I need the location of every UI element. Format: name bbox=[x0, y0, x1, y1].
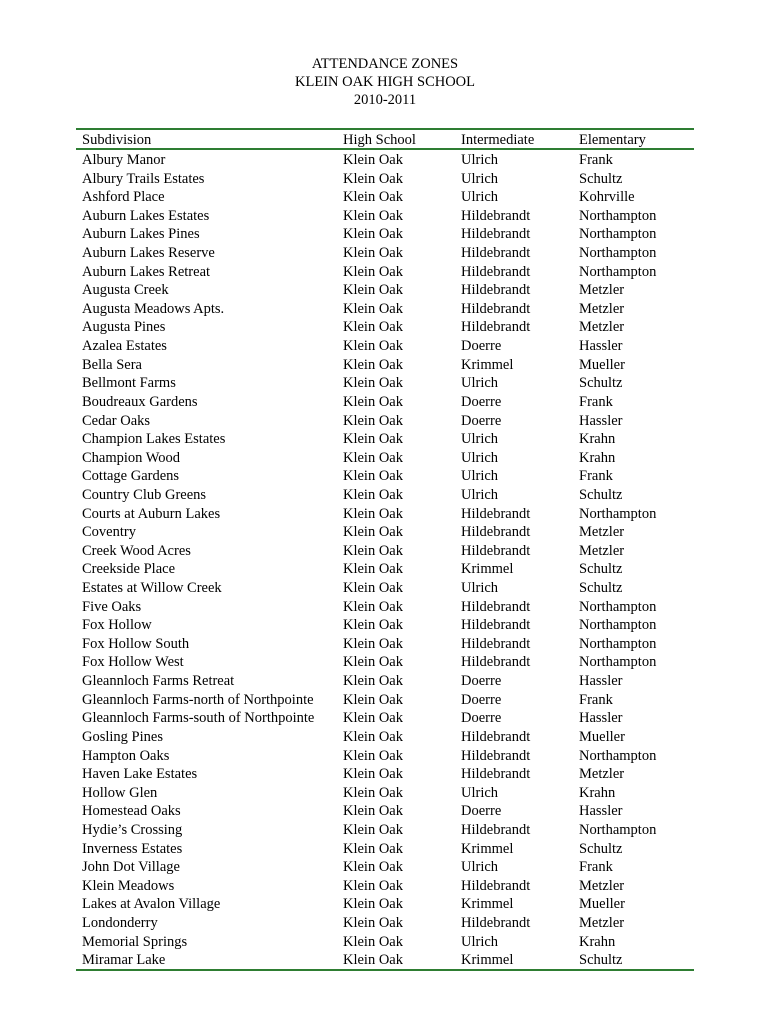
cell-subdivision: Augusta Meadows Apts. bbox=[82, 300, 225, 317]
cell-intermediate: Hildebrandt bbox=[461, 598, 531, 615]
cell-intermediate: Hildebrandt bbox=[461, 747, 531, 764]
cell-high-school: Klein Oak bbox=[343, 598, 403, 615]
cell-elementary: Hassler bbox=[579, 710, 623, 727]
cell-high-school: Klein Oak bbox=[343, 338, 403, 355]
cell-intermediate: Ulrich bbox=[461, 859, 499, 876]
cell-high-school: Klein Oak bbox=[343, 319, 403, 336]
cell-elementary: Hassler bbox=[579, 803, 623, 820]
cell-high-school: Klein Oak bbox=[343, 710, 403, 727]
table-row bbox=[76, 615, 694, 634]
cell-subdivision: Augusta Pines bbox=[82, 319, 166, 336]
table-row bbox=[76, 708, 694, 727]
table-row bbox=[76, 597, 694, 616]
table-row bbox=[76, 559, 694, 578]
cell-intermediate: Doerre bbox=[461, 691, 502, 708]
cell-intermediate: Krimmel bbox=[461, 896, 514, 913]
table-row bbox=[76, 411, 694, 430]
cell-subdivision: Cottage Gardens bbox=[82, 468, 180, 485]
cell-high-school: Klein Oak bbox=[343, 431, 403, 448]
table-row bbox=[76, 801, 694, 820]
cell-subdivision: Creekside Place bbox=[82, 561, 176, 578]
table-row bbox=[76, 206, 694, 225]
cell-elementary: Mueller bbox=[579, 356, 625, 373]
cell-elementary: Schultz bbox=[579, 952, 623, 969]
table-body bbox=[76, 150, 694, 969]
cell-elementary: Metzler bbox=[579, 282, 625, 299]
title-line-3: 2010-2011 bbox=[353, 92, 417, 108]
cell-intermediate: Hildebrandt bbox=[461, 654, 531, 671]
table-row bbox=[76, 727, 694, 746]
cell-elementary: Northampton bbox=[579, 245, 657, 262]
header-intermediate: Intermediate bbox=[461, 132, 535, 148]
cell-high-school: Klein Oak bbox=[343, 449, 403, 466]
cell-intermediate: Doerre bbox=[461, 338, 502, 355]
cell-elementary: Frank bbox=[579, 152, 613, 168]
cell-high-school: Klein Oak bbox=[343, 412, 403, 429]
cell-elementary: Frank bbox=[579, 859, 613, 876]
cell-elementary: Metzler bbox=[579, 914, 625, 931]
cell-elementary: Metzler bbox=[579, 300, 625, 317]
cell-subdivision: Cedar Oaks bbox=[82, 412, 151, 429]
cell-elementary: Metzler bbox=[579, 877, 625, 894]
cell-high-school: Klein Oak bbox=[343, 933, 403, 950]
cell-elementary: Northampton bbox=[579, 635, 657, 652]
cell-elementary: Northampton bbox=[579, 747, 657, 764]
cell-high-school: Klein Oak bbox=[343, 821, 403, 838]
cell-elementary: Mueller bbox=[579, 896, 625, 913]
cell-subdivision: Lakes at Avalon Village bbox=[82, 896, 221, 913]
cell-elementary: Metzler bbox=[579, 542, 625, 559]
table-row bbox=[76, 820, 694, 839]
table-row bbox=[76, 280, 694, 299]
table-row bbox=[76, 690, 694, 709]
cell-elementary: Hassler bbox=[579, 673, 623, 690]
cell-high-school: Klein Oak bbox=[343, 952, 403, 969]
cell-high-school: Klein Oak bbox=[343, 859, 403, 876]
cell-elementary: Krahn bbox=[579, 784, 616, 801]
cell-high-school: Klein Oak bbox=[343, 728, 403, 745]
table-row bbox=[76, 504, 694, 523]
cell-high-school: Klein Oak bbox=[343, 486, 403, 503]
cell-subdivision: Gleannloch Farms-south of Northpointe bbox=[82, 710, 315, 727]
cell-high-school: Klein Oak bbox=[343, 524, 403, 541]
cell-intermediate: Hildebrandt bbox=[461, 914, 531, 931]
cell-elementary: Schultz bbox=[579, 840, 623, 857]
table-row bbox=[76, 634, 694, 653]
title-line-1: ATTENDANCE ZONES bbox=[311, 56, 459, 72]
cell-elementary: Northampton bbox=[579, 617, 657, 634]
header-subdivision: Subdivision bbox=[82, 132, 152, 148]
cell-high-school: Klein Oak bbox=[343, 766, 403, 783]
cell-subdivision: Haven Lake Estates bbox=[82, 766, 198, 783]
header-high-school: High School bbox=[343, 132, 416, 148]
cell-intermediate: Doerre bbox=[461, 673, 502, 690]
cell-high-school: Klein Oak bbox=[343, 300, 403, 317]
cell-intermediate: Ulrich bbox=[461, 580, 499, 597]
cell-elementary: Krahn bbox=[579, 933, 616, 950]
table-row bbox=[76, 224, 694, 243]
cell-high-school: Klein Oak bbox=[343, 207, 403, 224]
cell-intermediate: Hildebrandt bbox=[461, 282, 531, 299]
cell-intermediate: Hildebrandt bbox=[461, 263, 531, 280]
cell-intermediate: Hildebrandt bbox=[461, 226, 531, 243]
table-header-row bbox=[76, 130, 694, 150]
cell-high-school: Klein Oak bbox=[343, 673, 403, 690]
cell-subdivision: Auburn Lakes Pines bbox=[82, 226, 200, 243]
cell-intermediate: Ulrich bbox=[461, 375, 499, 392]
cell-elementary: Schultz bbox=[579, 375, 623, 392]
cell-subdivision: Five Oaks bbox=[82, 598, 142, 615]
cell-intermediate: Hildebrandt bbox=[461, 821, 531, 838]
cell-intermediate: Ulrich bbox=[461, 152, 499, 168]
cell-intermediate: Krimmel bbox=[461, 356, 514, 373]
cell-subdivision: Albury Trails Estates bbox=[82, 170, 205, 187]
cell-subdivision: Miramar Lake bbox=[82, 952, 166, 969]
cell-intermediate: Ulrich bbox=[461, 449, 499, 466]
table-row bbox=[76, 169, 694, 188]
cell-intermediate: Hildebrandt bbox=[461, 542, 531, 559]
table-row bbox=[76, 894, 694, 913]
cell-intermediate: Hildebrandt bbox=[461, 319, 531, 336]
title-line-2: KLEIN OAK HIGH SCHOOL bbox=[294, 74, 476, 90]
table-row bbox=[76, 671, 694, 690]
cell-subdivision: John Dot Village bbox=[82, 859, 180, 876]
cell-high-school: Klein Oak bbox=[343, 617, 403, 634]
cell-intermediate: Hildebrandt bbox=[461, 505, 531, 522]
cell-high-school: Klein Oak bbox=[343, 356, 403, 373]
cell-high-school: Klein Oak bbox=[343, 691, 403, 708]
table-row bbox=[76, 541, 694, 560]
table-row bbox=[76, 522, 694, 541]
cell-subdivision: Estates at Willow Creek bbox=[82, 580, 222, 597]
cell-subdivision: Memorial Springs bbox=[82, 933, 188, 950]
cell-intermediate: Hildebrandt bbox=[461, 728, 531, 745]
cell-intermediate: Ulrich bbox=[461, 468, 499, 485]
cell-high-school: Klein Oak bbox=[343, 226, 403, 243]
cell-intermediate: Hildebrandt bbox=[461, 766, 531, 783]
cell-high-school: Klein Oak bbox=[343, 282, 403, 299]
cell-subdivision: Boudreaux Gardens bbox=[82, 393, 198, 410]
cell-elementary: Northampton bbox=[579, 654, 657, 671]
cell-elementary: Frank bbox=[579, 468, 613, 485]
table-row bbox=[76, 317, 694, 336]
cell-intermediate: Krimmel bbox=[461, 840, 514, 857]
cell-intermediate: Doerre bbox=[461, 803, 502, 820]
cell-high-school: Klein Oak bbox=[343, 393, 403, 410]
cell-intermediate: Hildebrandt bbox=[461, 635, 531, 652]
cell-subdivision: Fox Hollow bbox=[82, 617, 152, 634]
cell-intermediate: Hildebrandt bbox=[461, 300, 531, 317]
cell-subdivision: Hampton Oaks bbox=[82, 747, 170, 764]
cell-subdivision: Fox Hollow West bbox=[82, 654, 184, 671]
table-row bbox=[76, 150, 694, 169]
cell-elementary: Metzler bbox=[579, 524, 625, 541]
cell-elementary: Frank bbox=[579, 691, 613, 708]
cell-intermediate: Doerre bbox=[461, 393, 502, 410]
cell-elementary: Krahn bbox=[579, 449, 616, 466]
cell-elementary: Northampton bbox=[579, 505, 657, 522]
cell-intermediate: Krimmel bbox=[461, 952, 514, 969]
cell-high-school: Klein Oak bbox=[343, 245, 403, 262]
cell-subdivision: Gleannloch Farms Retreat bbox=[82, 673, 235, 690]
cell-intermediate: Hildebrandt bbox=[461, 245, 531, 262]
cell-intermediate: Ulrich bbox=[461, 486, 499, 503]
cell-high-school: Klein Oak bbox=[343, 505, 403, 522]
cell-subdivision: Inverness Estates bbox=[82, 840, 183, 857]
table-row bbox=[76, 187, 694, 206]
cell-elementary: Kohrville bbox=[579, 189, 635, 206]
cell-subdivision: Homestead Oaks bbox=[82, 803, 181, 820]
table-row bbox=[76, 839, 694, 858]
cell-high-school: Klein Oak bbox=[343, 654, 403, 671]
cell-elementary: Schultz bbox=[579, 170, 623, 187]
cell-high-school: Klein Oak bbox=[343, 877, 403, 894]
table-row bbox=[76, 243, 694, 262]
cell-subdivision: Gleannloch Farms-north of Northpointe bbox=[82, 691, 314, 708]
table-row bbox=[76, 578, 694, 597]
table-row bbox=[76, 950, 694, 969]
table-row bbox=[76, 746, 694, 765]
cell-high-school: Klein Oak bbox=[343, 468, 403, 485]
cell-elementary: Mueller bbox=[579, 728, 625, 745]
table-row bbox=[76, 857, 694, 876]
cell-elementary: Schultz bbox=[579, 486, 623, 503]
table-row bbox=[76, 262, 694, 281]
cell-high-school: Klein Oak bbox=[343, 840, 403, 857]
cell-subdivision: Bella Sera bbox=[82, 356, 142, 373]
cell-intermediate: Doerre bbox=[461, 412, 502, 429]
cell-high-school: Klein Oak bbox=[343, 580, 403, 597]
cell-subdivision: Gosling Pines bbox=[82, 728, 163, 745]
cell-elementary: Metzler bbox=[579, 766, 625, 783]
cell-elementary: Northampton bbox=[579, 598, 657, 615]
table-row bbox=[76, 392, 694, 411]
cell-high-school: Klein Oak bbox=[343, 263, 403, 280]
table-row bbox=[76, 355, 694, 374]
cell-subdivision: Creek Wood Acres bbox=[82, 542, 191, 559]
cell-subdivision: Auburn Lakes Reserve bbox=[82, 245, 215, 262]
cell-high-school: Klein Oak bbox=[343, 189, 403, 206]
cell-subdivision: Albury Manor bbox=[82, 152, 166, 168]
cell-subdivision: Londonderry bbox=[82, 914, 158, 931]
attendance-zone-table bbox=[76, 128, 694, 971]
cell-intermediate: Ulrich bbox=[461, 170, 499, 187]
table-row bbox=[76, 913, 694, 932]
cell-subdivision: Fox Hollow South bbox=[82, 635, 190, 652]
cell-elementary: Northampton bbox=[579, 821, 657, 838]
cell-high-school: Klein Oak bbox=[343, 542, 403, 559]
cell-subdivision: Courts at Auburn Lakes bbox=[82, 505, 221, 522]
cell-elementary: Northampton bbox=[579, 226, 657, 243]
cell-high-school: Klein Oak bbox=[343, 914, 403, 931]
cell-intermediate: Hildebrandt bbox=[461, 617, 531, 634]
cell-high-school: Klein Oak bbox=[343, 375, 403, 392]
table-row bbox=[76, 783, 694, 802]
cell-elementary: Schultz bbox=[579, 561, 623, 578]
cell-subdivision: Klein Meadows bbox=[82, 877, 175, 894]
cell-subdivision: Hollow Glen bbox=[82, 784, 158, 801]
table-row bbox=[76, 299, 694, 318]
cell-subdivision: Coventry bbox=[82, 524, 136, 541]
table-row bbox=[76, 448, 694, 467]
cell-high-school: Klein Oak bbox=[343, 747, 403, 764]
cell-intermediate: Ulrich bbox=[461, 933, 499, 950]
cell-subdivision: Azalea Estates bbox=[82, 338, 167, 355]
header-elementary: Elementary bbox=[579, 132, 646, 148]
table-row bbox=[76, 764, 694, 783]
cell-elementary: Northampton bbox=[579, 207, 657, 224]
cell-subdivision: Bellmont Farms bbox=[82, 375, 176, 392]
cell-subdivision: Hydie’s Crossing bbox=[82, 821, 183, 838]
cell-high-school: Klein Oak bbox=[343, 152, 403, 168]
cell-elementary: Metzler bbox=[579, 319, 625, 336]
table-row bbox=[76, 485, 694, 504]
cell-high-school: Klein Oak bbox=[343, 784, 403, 801]
cell-intermediate: Hildebrandt bbox=[461, 877, 531, 894]
cell-intermediate: Ulrich bbox=[461, 784, 499, 801]
cell-subdivision: Auburn Lakes Estates bbox=[82, 207, 210, 224]
cell-intermediate: Ulrich bbox=[461, 189, 499, 206]
cell-subdivision: Auburn Lakes Retreat bbox=[82, 263, 211, 280]
table-row bbox=[76, 466, 694, 485]
cell-high-school: Klein Oak bbox=[343, 896, 403, 913]
cell-intermediate: Hildebrandt bbox=[461, 207, 531, 224]
cell-elementary: Hassler bbox=[579, 412, 623, 429]
cell-high-school: Klein Oak bbox=[343, 170, 403, 187]
cell-subdivision: Augusta Creek bbox=[82, 282, 169, 299]
cell-subdivision: Champion Lakes Estates bbox=[82, 431, 226, 448]
cell-high-school: Klein Oak bbox=[343, 803, 403, 820]
cell-subdivision: Ashford Place bbox=[82, 189, 165, 206]
table-row bbox=[76, 932, 694, 951]
cell-intermediate: Krimmel bbox=[461, 561, 514, 578]
table-row bbox=[76, 652, 694, 671]
table-row bbox=[76, 373, 694, 392]
cell-high-school: Klein Oak bbox=[343, 635, 403, 652]
cell-elementary: Frank bbox=[579, 393, 613, 410]
table-row bbox=[76, 336, 694, 355]
cell-intermediate: Hildebrandt bbox=[461, 524, 531, 541]
table-row bbox=[76, 429, 694, 448]
cell-intermediate: Ulrich bbox=[461, 431, 499, 448]
cell-high-school: Klein Oak bbox=[343, 561, 403, 578]
table-row bbox=[76, 876, 694, 895]
cell-elementary: Schultz bbox=[579, 580, 623, 597]
document-title bbox=[0, 55, 770, 109]
cell-intermediate: Doerre bbox=[461, 710, 502, 727]
cell-elementary: Northampton bbox=[579, 263, 657, 280]
cell-elementary: Hassler bbox=[579, 338, 623, 355]
cell-elementary: Krahn bbox=[579, 431, 616, 448]
cell-subdivision: Country Club Greens bbox=[82, 486, 207, 503]
cell-subdivision: Champion Wood bbox=[82, 449, 181, 466]
